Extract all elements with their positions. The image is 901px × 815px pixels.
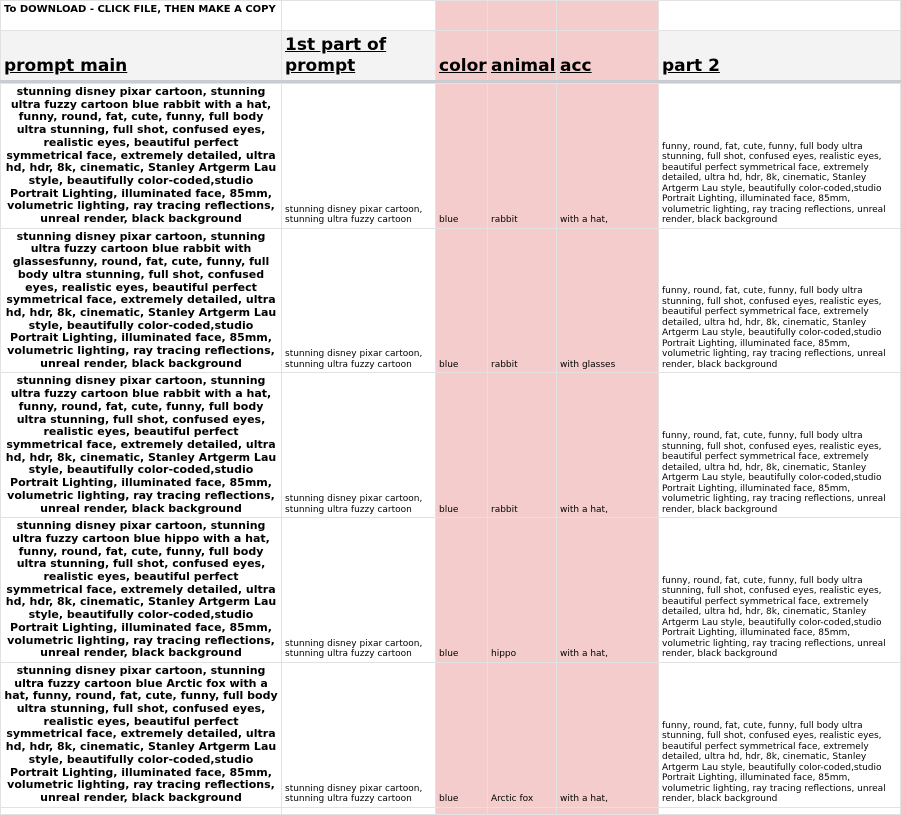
cell-acc[interactable]: with a hat, xyxy=(557,373,659,518)
cell-part2[interactable]: funny, round, fat, cute, funny, full body ultra stunning, full shot, confused eyes, realistic eyes, beautiful perfect symmetrical face, extremely detailed, ultra hd, hdr, 8k, cinematic, Stanley Artgerm Lau style, beautifully color-coded,studio Portrait Lighting, illuminated face, 85mm, volumetric lighting, ray tracing reflections, unreal render, black background xyxy=(659,662,901,807)
cell-color[interactable]: blue xyxy=(436,373,488,518)
table-row xyxy=(1,84,901,229)
empty-cell[interactable] xyxy=(557,1,659,31)
header-first-part[interactable]: 1st part of prompt xyxy=(282,31,436,82)
table-row xyxy=(1,662,901,807)
empty-cell[interactable] xyxy=(436,1,488,31)
cell-animal[interactable]: hippo xyxy=(488,518,557,663)
note-cell[interactable]: To DOWNLOAD - CLICK FILE, THEN MAKE A COPY xyxy=(1,1,282,31)
cell-prompt-main[interactable]: stunning disney pixar cartoon, stunning ultra fuzzy cartoon blue rabbit with a hat, funny, round, fat, cute, funny, full body ultra stunning, full shot, confused eyes, realistic eyes, beautiful perfect symmetrical face, extremely detailed, ultra hd, hdr, 8k, cinematic, Stanley Artgerm Lau style, beautifully color-coded,studio Portrait Lighting, illuminated face, 85mm, volumetric lighting, ray tracing reflections, unreal render, black background xyxy=(1,373,282,518)
cell-acc[interactable]: with glasses xyxy=(557,228,659,373)
cell-acc[interactable]: with a hat, xyxy=(557,662,659,807)
empty-cell[interactable] xyxy=(282,1,436,31)
cell-acc[interactable]: with a hat, xyxy=(557,518,659,663)
cell-animal[interactable]: rabbit xyxy=(488,373,557,518)
cell-part2[interactable]: funny, round, fat, cute, funny, full body ultra stunning, full shot, confused eyes, realistic eyes, beautiful perfect symmetrical face, extremely detailed, ultra hd, hdr, 8k, cinematic, Stanley Artgerm Lau style, beautifully color-coded,studio Portrait Lighting, illuminated face, 85mm, volumetric lighting, ray tracing reflections, unreal render, black background xyxy=(659,84,901,229)
cell-first-part[interactable]: stunning disney pixar cartoon, stunning ultra fuzzy cartoon xyxy=(282,662,436,807)
cell-part2[interactable]: funny, round, fat, cute, funny, full body ultra stunning, full shot, confused eyes, realistic eyes, beautiful perfect symmetrical face, extremely detailed, ultra hd, hdr, 8k, cinematic, Stanley Artgerm Lau style, beautifully color-coded,studio Portrait Lighting, illuminated face, 85mm, volumetric lighting, ray tracing reflections, unreal render, black background xyxy=(659,228,901,373)
header-row xyxy=(1,31,901,82)
cell-first-part[interactable]: stunning disney pixar cartoon, stunning ultra fuzzy cartoon xyxy=(282,373,436,518)
cell-color[interactable]: blue xyxy=(436,84,488,229)
cell-first-part[interactable]: stunning disney pixar cartoon, stunning ultra fuzzy cartoon xyxy=(282,518,436,663)
empty-cell[interactable] xyxy=(1,807,282,814)
cell-prompt-main[interactable]: stunning disney pixar cartoon, stunning ultra fuzzy cartoon blue rabbit with a hat, funny, round, fat, cute, funny, full body ultra stunning, full shot, confused eyes, realistic eyes, beautiful perfect symmetrical face, extremely detailed, ultra hd, hdr, 8k, cinematic, Stanley Artgerm Lau style, beautifully color-coded,studio Portrait Lighting, illuminated face, 85mm, volumetric lighting, ray tracing reflections, unreal render, black background xyxy=(1,84,282,229)
cell-color[interactable]: blue xyxy=(436,228,488,373)
header-color[interactable]: color xyxy=(436,31,488,82)
cell-part2[interactable]: funny, round, fat, cute, funny, full body ultra stunning, full shot, confused eyes, realistic eyes, beautiful perfect symmetrical face, extremely detailed, ultra hd, hdr, 8k, cinematic, Stanley Artgerm Lau style, beautifully color-coded,studio Portrait Lighting, illuminated face, 85mm, volumetric lighting, ray tracing reflections, unreal render, black background xyxy=(659,373,901,518)
header-prompt-main[interactable]: prompt main xyxy=(1,31,282,82)
cell-prompt-main[interactable]: stunning disney pixar cartoon, stunning ultra fuzzy cartoon blue rabbit with glassesfunny, round, fat, cute, funny, full body ultra stunning, full shot, confused eyes, realistic eyes, beautiful perfect symmetrical face, extremely detailed, ultra hd, hdr, 8k, cinematic, Stanley Artgerm Lau style, beautifully color-coded,studio Portrait Lighting, illuminated face, 85mm, volumetric lighting, ray tracing reflections, unreal render, black background xyxy=(1,228,282,373)
cell-animal[interactable]: rabbit xyxy=(488,84,557,229)
cell-animal[interactable]: Arctic fox xyxy=(488,662,557,807)
cell-animal[interactable]: rabbit xyxy=(488,228,557,373)
empty-cell[interactable] xyxy=(557,807,659,814)
empty-cell[interactable] xyxy=(282,807,436,814)
empty-cell[interactable] xyxy=(488,1,557,31)
header-animal[interactable]: animal xyxy=(488,31,557,82)
empty-cell[interactable] xyxy=(659,1,901,31)
empty-cell[interactable] xyxy=(436,807,488,814)
empty-cell[interactable] xyxy=(659,807,901,814)
table-row xyxy=(1,228,901,373)
cell-first-part[interactable]: stunning disney pixar cartoon, stunning ultra fuzzy cartoon xyxy=(282,84,436,229)
cell-color[interactable]: blue xyxy=(436,518,488,663)
table-row xyxy=(1,518,901,663)
cell-part2[interactable]: funny, round, fat, cute, funny, full body ultra stunning, full shot, confused eyes, realistic eyes, beautiful perfect symmetrical face, extremely detailed, ultra hd, hdr, 8k, cinematic, Stanley Artgerm Lau style, beautifully color-coded,studio Portrait Lighting, illuminated face, 85mm, volumetric lighting, ray tracing reflections, unreal render, black background xyxy=(659,518,901,663)
cell-acc[interactable]: with a hat, xyxy=(557,84,659,229)
note-row xyxy=(1,1,901,31)
header-part2[interactable]: part 2 xyxy=(659,31,901,82)
table-row xyxy=(1,373,901,518)
cell-prompt-main[interactable]: stunning disney pixar cartoon, stunning ultra fuzzy cartoon blue hippo with a hat, funny, round, fat, cute, funny, full body ultra stunning, full shot, confused eyes, realistic eyes, beautiful perfect symmetrical face, extremely detailed, ultra hd, hdr, 8k, cinematic, Stanley Artgerm Lau style, beautifully color-coded,studio Portrait Lighting, illuminated face, 85mm, volumetric lighting, ray tracing reflections, unreal render, black background xyxy=(1,518,282,663)
header-acc[interactable]: acc xyxy=(557,31,659,82)
empty-cell[interactable] xyxy=(488,807,557,814)
cell-color[interactable]: blue xyxy=(436,662,488,807)
cell-first-part[interactable]: stunning disney pixar cartoon, stunning ultra fuzzy cartoon xyxy=(282,228,436,373)
cell-prompt-main[interactable]: stunning disney pixar cartoon, stunning ultra fuzzy cartoon blue Arctic fox with a hat, funny, round, fat, cute, funny, full body ultra stunning, full shot, confused eyes, realistic eyes, beautiful perfect symmetrical face, extremely detailed, ultra hd, hdr, 8k, cinematic, Stanley Artgerm Lau style, beautifully color-coded,studio Portrait Lighting, illuminated face, 85mm, volumetric lighting, ray tracing reflections, unreal render, black background xyxy=(1,662,282,807)
table-row xyxy=(1,807,901,814)
